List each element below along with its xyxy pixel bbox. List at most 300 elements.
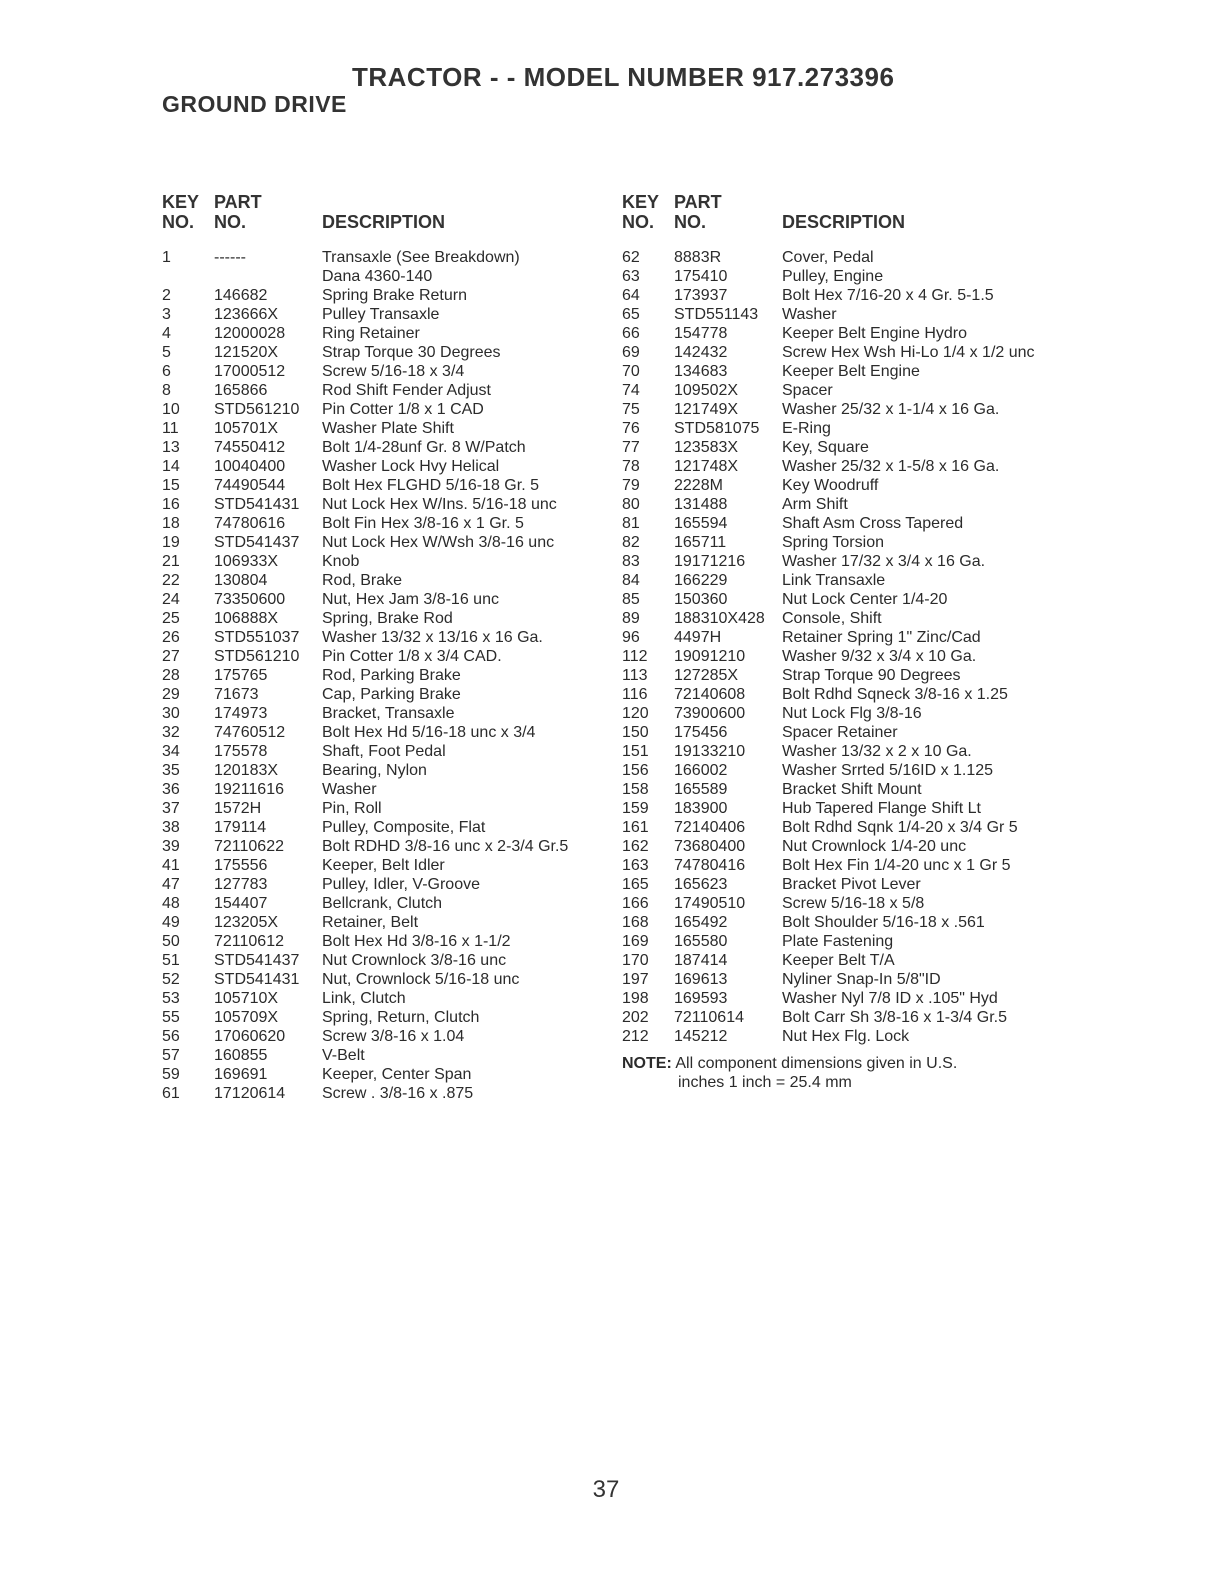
table-row xyxy=(162,1065,602,1084)
key-number: 25 xyxy=(162,610,180,627)
part-description: Shaft, Foot Pedal xyxy=(322,743,446,760)
key-number: 22 xyxy=(162,572,180,589)
key-number: 81 xyxy=(622,515,640,532)
table-row xyxy=(162,552,602,571)
part-description: Screw 5/16-18 x 3/4 xyxy=(322,363,465,380)
part-number: 19171216 xyxy=(674,553,746,570)
part-description: Bolt Shoulder 5/16-18 x .561 xyxy=(782,914,985,931)
table-row xyxy=(622,343,1072,362)
part-description: Key Woodruff xyxy=(782,477,879,494)
part-number: 71673 xyxy=(214,686,259,703)
part-description: Spring, Return, Clutch xyxy=(322,1009,480,1026)
part-number: 134683 xyxy=(674,363,728,380)
part-description: Bolt Hex Hd 5/16-18 unc x 3/4 xyxy=(322,724,536,741)
key-number: 41 xyxy=(162,857,180,874)
key-number: 66 xyxy=(622,325,640,342)
parts-rows-left xyxy=(162,248,602,1103)
table-row xyxy=(622,476,1072,495)
table-row xyxy=(622,970,1072,989)
part-description: Strap Torque 30 Degrees xyxy=(322,344,501,361)
note xyxy=(622,1054,1062,1092)
part-description: Nut, Crownlock 5/16-18 unc xyxy=(322,971,520,988)
part-number: 166002 xyxy=(674,762,728,779)
part-number: 17000512 xyxy=(214,363,286,380)
part-description: Washer xyxy=(782,306,837,323)
table-row xyxy=(162,590,602,609)
part-number: 165623 xyxy=(674,876,728,893)
table-row xyxy=(162,970,602,989)
parts-list-right xyxy=(622,192,1072,1046)
part-header-line2: NO. xyxy=(214,212,247,232)
table-row xyxy=(162,704,602,723)
part-description: Link, Clutch xyxy=(322,990,406,1007)
key-number: 50 xyxy=(162,933,180,950)
key-number: 96 xyxy=(622,629,640,646)
key-number: 78 xyxy=(622,458,640,475)
part-description: Washer Plate Shift xyxy=(322,420,454,437)
table-row xyxy=(622,742,1072,761)
parts-rows-right xyxy=(622,248,1072,1046)
key-number: 13 xyxy=(162,439,180,456)
part-number: 73680400 xyxy=(674,838,746,855)
key-number: 168 xyxy=(622,914,649,931)
part-description: Bracket Pivot Lever xyxy=(782,876,921,893)
part-description: Washer Nyl 7/8 ID x .105" Hyd xyxy=(782,990,998,1007)
part-number: 1572H xyxy=(214,800,262,817)
table-row xyxy=(622,704,1072,723)
key-number: 1 xyxy=(162,249,171,266)
key-number: 38 xyxy=(162,819,180,836)
part-number: 150360 xyxy=(674,591,728,608)
key-number: 8 xyxy=(162,382,171,399)
part-number: 2228M xyxy=(674,477,723,494)
key-number: 151 xyxy=(622,743,649,760)
key-number: 77 xyxy=(622,439,640,456)
key-number: 24 xyxy=(162,591,180,608)
part-description: Bolt 1/4-28unf Gr. 8 W/Patch xyxy=(322,439,526,456)
part-description: Bolt Rdhd Sqnk 1/4-20 x 3/4 Gr 5 xyxy=(782,819,1018,836)
part-number: 123205X xyxy=(214,914,279,931)
key-header-line2: NO. xyxy=(622,212,655,232)
key-number: 5 xyxy=(162,344,171,361)
column-headers-right xyxy=(622,192,1072,242)
page-number: 37 xyxy=(592,1476,620,1503)
table-row xyxy=(162,628,602,647)
part-number: 74780616 xyxy=(214,515,286,532)
key-number: 14 xyxy=(162,458,180,475)
table-row xyxy=(622,951,1072,970)
part-description: Bolt Hex 7/16-20 x 4 Gr. 5-1.5 xyxy=(782,287,994,304)
table-row xyxy=(622,419,1072,438)
table-row xyxy=(622,457,1072,476)
part-description: Nut Lock Hex W/Ins. 5/16-18 unc xyxy=(322,496,557,513)
key-number: 2 xyxy=(162,287,171,304)
part-number: 154778 xyxy=(674,325,728,342)
part-number: 165589 xyxy=(674,781,728,798)
table-row xyxy=(622,324,1072,343)
column-headers-left xyxy=(162,192,602,242)
part-number: 165580 xyxy=(674,933,728,950)
part-description: Hub Tapered Flange Shift Lt xyxy=(782,800,981,817)
key-number: 27 xyxy=(162,648,180,665)
part-description: Key, Square xyxy=(782,439,869,456)
part-number: 105709X xyxy=(214,1009,279,1026)
part-number: 183900 xyxy=(674,800,728,817)
table-row xyxy=(162,875,602,894)
key-header-line2: NO. xyxy=(162,212,195,232)
part-number: ------ xyxy=(214,249,246,266)
key-number: 169 xyxy=(622,933,649,950)
part-number: 19133210 xyxy=(674,743,746,760)
part-description: Strap Torque 90 Degrees xyxy=(782,667,961,684)
part-number: 175556 xyxy=(214,857,268,874)
table-row xyxy=(162,362,602,381)
part-number: 160855 xyxy=(214,1047,268,1064)
table-row xyxy=(162,419,602,438)
part-number: 165594 xyxy=(674,515,728,532)
part-description: Knob xyxy=(322,553,360,570)
part-number: STD541431 xyxy=(214,496,300,513)
key-number: 84 xyxy=(622,572,640,589)
part-description: Nut Crownlock 1/4-20 unc xyxy=(782,838,967,855)
table-row xyxy=(162,457,602,476)
part-number: 10040400 xyxy=(214,458,286,475)
key-number: 161 xyxy=(622,819,649,836)
part-number: 130804 xyxy=(214,572,268,589)
key-number: 89 xyxy=(622,610,640,627)
key-number: 198 xyxy=(622,990,649,1007)
table-row xyxy=(162,400,602,419)
key-number: 10 xyxy=(162,401,180,418)
part-description: Bolt Fin Hex 3/8-16 x 1 Gr. 5 xyxy=(322,515,524,532)
key-number: 85 xyxy=(622,591,640,608)
key-number: 53 xyxy=(162,990,180,1007)
key-number: 3 xyxy=(162,306,171,323)
part-number: 121749X xyxy=(674,401,739,418)
part-description: Transaxle (See Breakdown) xyxy=(322,249,520,266)
part-description: Bolt Hex Fin 1/4-20 unc x 1 Gr 5 xyxy=(782,857,1011,874)
part-description: Bolt Rdhd Sqneck 3/8-16 x 1.25 xyxy=(782,686,1008,703)
part-description: Keeper, Center Span xyxy=(322,1066,472,1083)
part-number: 17120614 xyxy=(214,1085,286,1102)
part-description: E-Ring xyxy=(782,420,831,437)
part-number: 187414 xyxy=(674,952,728,969)
table-row xyxy=(622,552,1072,571)
key-number: 197 xyxy=(622,971,649,988)
part-description: Bolt Carr Sh 3/8-16 x 1-3/4 Gr.5 xyxy=(782,1009,1007,1026)
part-description: Shaft Asm Cross Tapered xyxy=(782,515,964,532)
part-description: Washer 25/32 x 1-1/4 x 16 Ga. xyxy=(782,401,1000,418)
table-row xyxy=(622,1008,1072,1027)
part-description: Spring, Brake Rod xyxy=(322,610,453,627)
key-number: 75 xyxy=(622,401,640,418)
part-number: 165492 xyxy=(674,914,728,931)
key-number: 21 xyxy=(162,553,180,570)
description-header: DESCRIPTION xyxy=(322,212,446,232)
key-number: 59 xyxy=(162,1066,180,1083)
part-description: Keeper Belt Engine Hydro xyxy=(782,325,967,342)
part-number: STD551037 xyxy=(214,629,300,646)
table-row xyxy=(622,514,1072,533)
part-description: Bolt Hex FLGHD 5/16-18 Gr. 5 xyxy=(322,477,539,494)
part-description: Ring Retainer xyxy=(322,325,420,342)
key-number: 202 xyxy=(622,1009,649,1026)
part-number: 109502X xyxy=(674,382,739,399)
table-row xyxy=(622,609,1072,628)
part-description: Washer Srrted 5/16ID x 1.125 xyxy=(782,762,994,779)
key-number: 65 xyxy=(622,306,640,323)
key-number: 70 xyxy=(622,363,640,380)
table-row xyxy=(162,609,602,628)
key-number: 120 xyxy=(622,705,649,722)
key-number: 158 xyxy=(622,781,649,798)
table-row xyxy=(622,286,1072,305)
note-text-line1: All component dimensions given in U.S. xyxy=(675,1055,958,1072)
table-row xyxy=(162,666,602,685)
part-number: 131488 xyxy=(674,496,728,513)
part-description: Console, Shift xyxy=(782,610,882,627)
part-number: 145212 xyxy=(674,1028,728,1045)
part-number: 106933X xyxy=(214,553,279,570)
table-row xyxy=(622,267,1072,286)
table-row xyxy=(622,799,1072,818)
part-number: 73350600 xyxy=(214,591,286,608)
table-row xyxy=(162,723,602,742)
key-number: 28 xyxy=(162,667,180,684)
key-number: 163 xyxy=(622,857,649,874)
part-number: STD581075 xyxy=(674,420,760,437)
part-number: STD561210 xyxy=(214,648,300,665)
part-description: Screw 3/8-16 x 1.04 xyxy=(322,1028,465,1045)
part-description: Washer xyxy=(322,781,377,798)
key-number: 52 xyxy=(162,971,180,988)
part-description: Screw . 3/8-16 x .875 xyxy=(322,1085,474,1102)
section-title: GROUND DRIVE xyxy=(162,91,347,117)
key-number: 64 xyxy=(622,287,640,304)
key-number: 165 xyxy=(622,876,649,893)
part-description: Pulley, Engine xyxy=(782,268,884,285)
part-number: 188310X428 xyxy=(674,610,765,627)
key-number: 212 xyxy=(622,1028,649,1045)
table-row xyxy=(622,685,1072,704)
part-description: Pulley Transaxle xyxy=(322,306,440,323)
table-row xyxy=(162,989,602,1008)
part-number: 127285X xyxy=(674,667,739,684)
part-header-line2: NO. xyxy=(674,212,707,232)
key-number: 51 xyxy=(162,952,180,969)
key-number: 83 xyxy=(622,553,640,570)
table-row xyxy=(622,761,1072,780)
table-row xyxy=(162,495,602,514)
table-row xyxy=(622,571,1072,590)
part-description: Washer 13/32 x 2 x 10 Ga. xyxy=(782,743,972,760)
part-description: Spacer xyxy=(782,382,833,399)
key-number: 69 xyxy=(622,344,640,361)
part-description: Bracket Shift Mount xyxy=(782,781,922,798)
table-row xyxy=(622,647,1072,666)
part-header-line1: PART xyxy=(674,192,722,212)
part-number: 72110622 xyxy=(214,838,284,855)
part-description: Washer 17/32 x 3/4 x 16 Ga. xyxy=(782,553,986,570)
part-number: 73900600 xyxy=(674,705,746,722)
table-row xyxy=(162,381,602,400)
table-row xyxy=(162,647,602,666)
table-row xyxy=(622,856,1072,875)
key-number: 56 xyxy=(162,1028,180,1045)
part-number: 127783 xyxy=(214,876,268,893)
table-row xyxy=(162,343,602,362)
part-number: 106888X xyxy=(214,610,279,627)
table-row xyxy=(622,1027,1072,1046)
part-number: 19211616 xyxy=(214,781,284,798)
part-description: Cover, Pedal xyxy=(782,249,874,266)
part-description-line2: Dana 4360-140 xyxy=(322,268,433,285)
part-number: STD541437 xyxy=(214,952,300,969)
table-row xyxy=(162,324,602,343)
key-header-line1: KEY xyxy=(162,192,200,212)
part-number: 123666X xyxy=(214,306,279,323)
part-description: Pin Cotter 1/8 x 3/4 CAD. xyxy=(322,648,502,665)
page-title: TRACTOR - - MODEL NUMBER 917.273396 xyxy=(352,62,895,92)
key-number: 162 xyxy=(622,838,649,855)
table-row xyxy=(622,989,1072,1008)
key-number: 82 xyxy=(622,534,640,551)
part-description: Pulley, Composite, Flat xyxy=(322,819,486,836)
part-description: Screw 5/16-18 x 5/8 xyxy=(782,895,925,912)
note-text-line2: inches 1 inch = 25.4 mm xyxy=(678,1074,852,1091)
part-number: 17060620 xyxy=(214,1028,286,1045)
part-number: 154407 xyxy=(214,895,268,912)
table-row xyxy=(162,856,602,875)
table-row xyxy=(622,723,1072,742)
part-description: Keeper Belt Engine xyxy=(782,363,920,380)
part-number: 169691 xyxy=(214,1066,268,1083)
part-header-line1: PART xyxy=(214,192,262,212)
key-number: 34 xyxy=(162,743,180,760)
part-description: Nyliner Snap-In 5/8"ID xyxy=(782,971,941,988)
table-row xyxy=(162,514,602,533)
key-number: 116 xyxy=(622,686,648,703)
part-number: 72110614 xyxy=(674,1009,744,1026)
part-description: Keeper, Belt Idler xyxy=(322,857,445,874)
part-number: 123583X xyxy=(674,439,739,456)
part-description: Spacer Retainer xyxy=(782,724,898,741)
key-number: 26 xyxy=(162,629,180,646)
table-row xyxy=(162,248,602,286)
part-description: Screw Hex Wsh Hi-Lo 1/4 x 1/2 unc xyxy=(782,344,1035,361)
part-description: Plate Fastening xyxy=(782,933,894,950)
part-number: 74760512 xyxy=(214,724,286,741)
table-row xyxy=(622,932,1072,951)
part-number: 120183X xyxy=(214,762,279,779)
key-number: 170 xyxy=(622,952,649,969)
table-row xyxy=(622,305,1072,324)
table-row xyxy=(622,533,1072,552)
part-description: Link Transaxle xyxy=(782,572,886,589)
part-description: Nut Lock Hex W/Wsh 3/8-16 unc xyxy=(322,534,555,551)
key-number: 35 xyxy=(162,762,180,779)
key-number: 76 xyxy=(622,420,640,437)
key-number: 156 xyxy=(622,762,649,779)
table-row xyxy=(622,362,1072,381)
key-number: 166 xyxy=(622,895,649,912)
part-description: Nut Crownlock 3/8-16 unc xyxy=(322,952,507,969)
key-number: 49 xyxy=(162,914,180,931)
key-number: 61 xyxy=(162,1085,180,1102)
part-description: Bolt RDHD 3/8-16 unc x 2-3/4 Gr.5 xyxy=(322,838,569,855)
table-row xyxy=(622,837,1072,856)
part-description: Bracket, Transaxle xyxy=(322,705,455,722)
table-row xyxy=(622,875,1072,894)
table-row xyxy=(622,248,1072,267)
table-row xyxy=(622,495,1072,514)
part-description: Washer 9/32 x 3/4 x 10 Ga. xyxy=(782,648,977,665)
part-number: STD541437 xyxy=(214,534,300,551)
part-number: STD551143 xyxy=(674,306,759,323)
part-number: 169593 xyxy=(674,990,728,1007)
part-number: 72140406 xyxy=(674,819,746,836)
key-number: 4 xyxy=(162,325,171,342)
key-number: 74 xyxy=(622,382,640,399)
key-number: 18 xyxy=(162,515,180,532)
part-description: Nut Lock Flg 3/8-16 xyxy=(782,705,922,722)
table-row xyxy=(622,628,1072,647)
part-number: 8883R xyxy=(674,249,722,266)
table-row xyxy=(162,913,602,932)
table-row xyxy=(622,894,1072,913)
part-number: 74490544 xyxy=(214,477,286,494)
table-row xyxy=(162,837,602,856)
part-description: Rod Shift Fender Adjust xyxy=(322,382,491,399)
key-number: 48 xyxy=(162,895,180,912)
part-number: 175578 xyxy=(214,743,268,760)
part-description: Washer 25/32 x 1-5/8 x 16 Ga. xyxy=(782,458,1000,475)
part-description: Bolt Hex Hd 3/8-16 x 1-1/2 xyxy=(322,933,511,950)
table-row xyxy=(162,305,602,324)
key-number: 6 xyxy=(162,363,171,380)
part-number: 175410 xyxy=(674,268,728,285)
part-number: 169613 xyxy=(674,971,728,988)
parts-list-left xyxy=(162,192,602,1103)
table-row xyxy=(162,1008,602,1027)
part-number: 165866 xyxy=(214,382,268,399)
key-number: 39 xyxy=(162,838,180,855)
key-number: 55 xyxy=(162,1009,180,1026)
key-number: 150 xyxy=(622,724,649,741)
key-number: 80 xyxy=(622,496,640,513)
part-description: Pin, Roll xyxy=(322,800,382,817)
table-row xyxy=(622,666,1072,685)
part-number: 174973 xyxy=(214,705,268,722)
table-row xyxy=(162,799,602,818)
key-number: 79 xyxy=(622,477,640,494)
key-number: 15 xyxy=(162,477,180,494)
part-description: Rod, Parking Brake xyxy=(322,667,461,684)
key-number: 63 xyxy=(622,268,640,285)
key-number: 37 xyxy=(162,800,180,817)
table-row xyxy=(162,1027,602,1046)
key-number: 62 xyxy=(622,249,640,266)
table-row xyxy=(622,913,1072,932)
table-row xyxy=(622,818,1072,837)
part-number: 121748X xyxy=(674,458,739,475)
table-row xyxy=(622,590,1072,609)
part-description: Nut Lock Center 1/4-20 xyxy=(782,591,948,608)
part-description: Washer Lock Hvy Helical xyxy=(322,458,500,475)
part-description: Nut Hex Flg. Lock xyxy=(782,1028,910,1045)
part-number: 105701X xyxy=(214,420,279,437)
part-number: STD541431 xyxy=(214,971,300,988)
